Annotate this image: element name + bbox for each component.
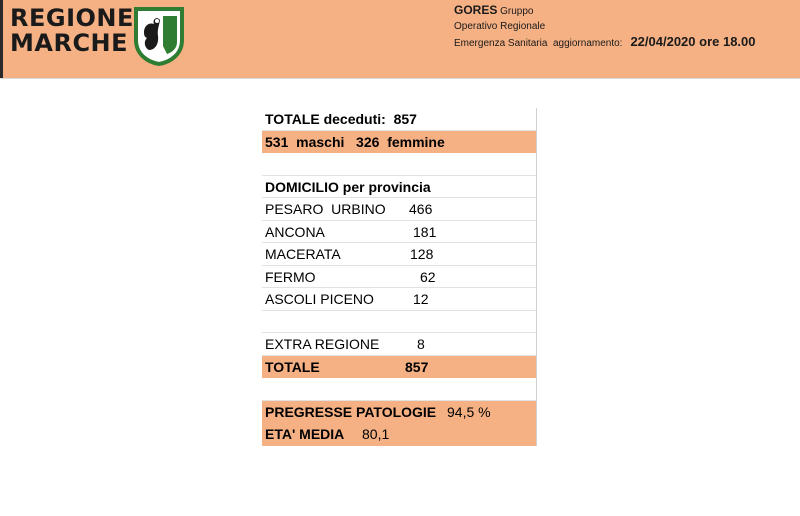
province-value: 62 bbox=[420, 268, 436, 285]
domicile-header: DOMICILIO per provincia bbox=[265, 178, 431, 195]
gender-breakdown: 531 maschi 326 femmine bbox=[265, 133, 445, 150]
domicile-header-row bbox=[262, 176, 536, 199]
province-value: 128 bbox=[410, 246, 434, 262]
extra-region-value: 8 bbox=[417, 336, 425, 352]
province-row bbox=[262, 198, 536, 221]
total-deaths-value: 857 bbox=[393, 111, 417, 127]
org-suffix: Gruppo bbox=[500, 6, 534, 17]
province-row bbox=[262, 221, 536, 244]
totale-row bbox=[262, 356, 536, 379]
update-label: aggiornamento: bbox=[552, 38, 623, 49]
pathologies-label: PREGRESSE PATOLOGIE bbox=[265, 403, 437, 420]
province-row bbox=[262, 243, 536, 266]
province-row bbox=[262, 288, 536, 311]
org-line-3: Emergenza Sanitaria bbox=[454, 38, 548, 49]
province-value: 466 bbox=[409, 201, 433, 217]
empty-row bbox=[262, 153, 536, 176]
logo-line-1: REGIONE bbox=[10, 4, 134, 32]
totale-label: TOTALE bbox=[265, 358, 320, 375]
total-deaths-row bbox=[262, 108, 536, 131]
total-deaths-label: TOTALE deceduti: bbox=[265, 111, 386, 127]
logo-line-2: MARCHE bbox=[10, 29, 129, 57]
org-name: GORES bbox=[454, 3, 498, 17]
update-date: 22/04/2020 ore 18.00 bbox=[630, 34, 756, 49]
extra-region-label: EXTRA REGIONE bbox=[265, 336, 380, 352]
average-age-value: 80,1 bbox=[362, 426, 390, 442]
gores-info bbox=[454, 3, 756, 51]
gender-row bbox=[262, 131, 536, 154]
header-divider bbox=[0, 78, 800, 79]
province-value: 12 bbox=[413, 291, 429, 307]
province-name: MACERATA bbox=[265, 246, 341, 262]
empty-row bbox=[262, 378, 536, 401]
org-line-2: Operativo Regionale bbox=[454, 21, 546, 32]
deaths-report-table bbox=[262, 108, 536, 446]
header-band bbox=[0, 0, 800, 78]
average-age-row bbox=[262, 423, 536, 446]
province-name: ANCONA bbox=[265, 223, 325, 240]
totale-value: 857 bbox=[405, 358, 429, 375]
province-name: ASCOLI PICENO bbox=[265, 291, 374, 307]
province-name: PESARO URBINO bbox=[265, 201, 386, 217]
province-row bbox=[262, 266, 536, 289]
empty-row bbox=[262, 311, 536, 334]
pathologies-value: 94,5 % bbox=[447, 403, 491, 420]
pathologies-row bbox=[262, 401, 536, 424]
province-name: FERMO bbox=[265, 268, 316, 285]
province-value: 181 bbox=[413, 223, 437, 240]
table-right-border bbox=[536, 108, 537, 446]
region-logo-text bbox=[10, 6, 134, 56]
region-emblem-icon bbox=[133, 6, 185, 66]
extra-region-row bbox=[262, 333, 536, 356]
average-age-label: ETA' MEDIA bbox=[265, 426, 345, 442]
